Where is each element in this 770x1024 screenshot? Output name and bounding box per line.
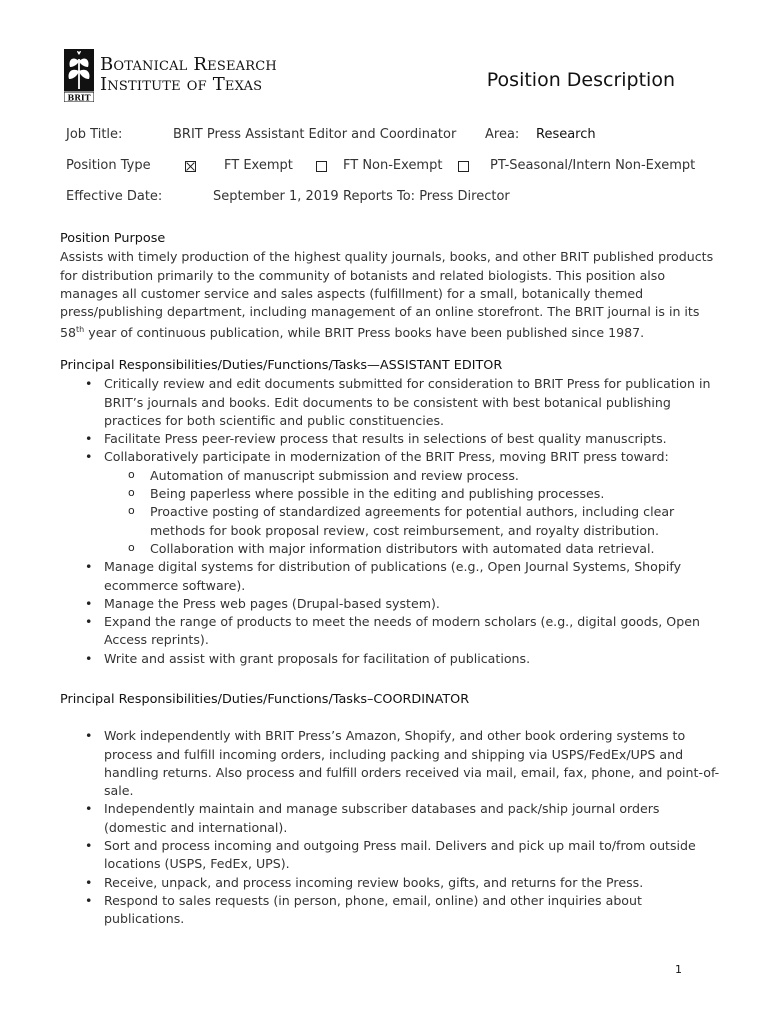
area-label: Area:	[485, 127, 520, 142]
ft-non-exempt-label: FT Non-Exempt	[343, 158, 443, 173]
reports-to: Reports To: Press Director	[343, 189, 510, 204]
list-item: • Respond to sales requests (in person, phone, email, online) and other inquiries about publications.	[60, 892, 720, 929]
logo-wordmark	[100, 49, 277, 105]
ft-exempt-checkbox[interactable]	[185, 161, 196, 172]
job-title-label: Job Title:	[66, 127, 123, 142]
logo-line-2: Institute of Texas	[100, 74, 263, 95]
purpose-text-part-2: year of continuous publication, while BRIT Press books have been published since 1987.	[84, 325, 645, 341]
job-title-row	[66, 127, 596, 142]
logo-line-1: Botanical Research	[100, 54, 277, 75]
pt-seasonal-checkbox[interactable]	[458, 161, 469, 172]
list-item: • Expand the range of products to meet the needs of modern scholars (e.g., digital goods, Open Access reprints).	[60, 613, 720, 650]
ft-non-exempt-checkbox[interactable]	[316, 161, 327, 172]
list-item-text: Collaboratively participate in modernization of the BRIT Press, moving BRIT press toward:	[104, 449, 669, 465]
list-item: • Sort and process incoming and outgoing Press mail. Delivers and pick up mail to/from outside locations (USPS, FedEx, UPS).	[60, 837, 720, 874]
list-item	[60, 448, 720, 558]
botanical-plant-icon	[64, 49, 94, 102]
position-purpose-heading: Position Purpose	[60, 231, 166, 246]
effective-date-label: Effective Date:	[66, 189, 163, 204]
document-title: Position Description	[486, 69, 675, 91]
list-item: • Critically review and edit documents submitted for consideration to BRIT Press for publication in BRIT’s journals and books. Edit documents to be consistent with best botanical publishing practices for both scientific and public constituencies.	[60, 375, 720, 430]
purpose-text-part-1: Assists with timely production of the highest quality journals, books, and other BRIT published products for distribution primarily to the community of botanists and related biologists. This position also manages all customer service and sales aspects (fulfillment) for a small, botanically themed press/publishing department, including management of an online storefront. The BRIT journal is in its 58	[60, 249, 714, 341]
effective-date-value: September 1, 2019	[213, 189, 339, 204]
job-title-value: BRIT Press Assistant Editor and Coordinator	[173, 127, 457, 142]
list-item: • Receive, unpack, and process incoming review books, gifts, and returns for the Press.	[60, 874, 720, 892]
assistant-editor-heading: Principal Responsibilities/Duties/Functions/Tasks—ASSISTANT EDITOR	[60, 358, 503, 373]
sublist-item: o Automation of manuscript submission and review process.	[60, 467, 720, 485]
list-item: • Manage digital systems for distribution of publications (e.g., Open Journal Systems, Shopify ecommerce software).	[60, 558, 720, 595]
list-item: • Independently maintain and manage subscriber databases and pack/ship journal orders (domestic and international).	[60, 800, 720, 837]
sublist-item: o Proactive posting of standardized agreements for potential authors, including clear methods for book proposal review, cost reimbursement, and royalty distribution.	[60, 503, 720, 540]
coordinator-section	[60, 691, 720, 929]
position-purpose-section	[60, 230, 720, 343]
position-type-row	[66, 158, 696, 173]
area-value: Research	[536, 127, 596, 142]
pt-seasonal-label: PT-Seasonal/Intern Non-Exempt	[490, 158, 696, 173]
ft-exempt-label: FT Exempt	[224, 158, 293, 173]
logo-badge: BRIT	[67, 92, 91, 102]
brit-logo	[64, 49, 304, 105]
assistant-editor-section	[60, 357, 720, 668]
list-item: • Work independently with BRIT Press’s Amazon, Shopify, and other book ordering systems to process and fulfill incoming orders, including packing and shipping via USPS/FedEx/UPS and handling returns. Also process and fulfill orders received via mail, email, fax, phone, and point-of-sale.	[60, 727, 720, 800]
list-item: • Facilitate Press peer-review process that results in selections of best quality manuscripts.	[60, 430, 720, 448]
page-number: 1	[675, 963, 682, 976]
modernization-sublist	[60, 467, 720, 558]
assistant-editor-list	[60, 375, 720, 668]
effective-date-row	[66, 189, 510, 204]
position-purpose-text	[60, 248, 720, 343]
list-item: • Write and assist with grant proposals for facilitation of publications.	[60, 650, 720, 668]
sublist-item: o Being paperless where possible in the editing and publishing processes.	[60, 485, 720, 503]
sublist-item: o Collaboration with major information distributors with automated data retrieval.	[60, 540, 720, 558]
list-item: • Manage the Press web pages (Drupal-based system).	[60, 595, 720, 613]
coordinator-heading: Principal Responsibilities/Duties/Functions/Tasks–COORDINATOR	[60, 692, 470, 707]
purpose-superscript: th	[76, 325, 85, 335]
coordinator-list	[60, 727, 720, 928]
position-type-label: Position Type	[66, 158, 151, 173]
